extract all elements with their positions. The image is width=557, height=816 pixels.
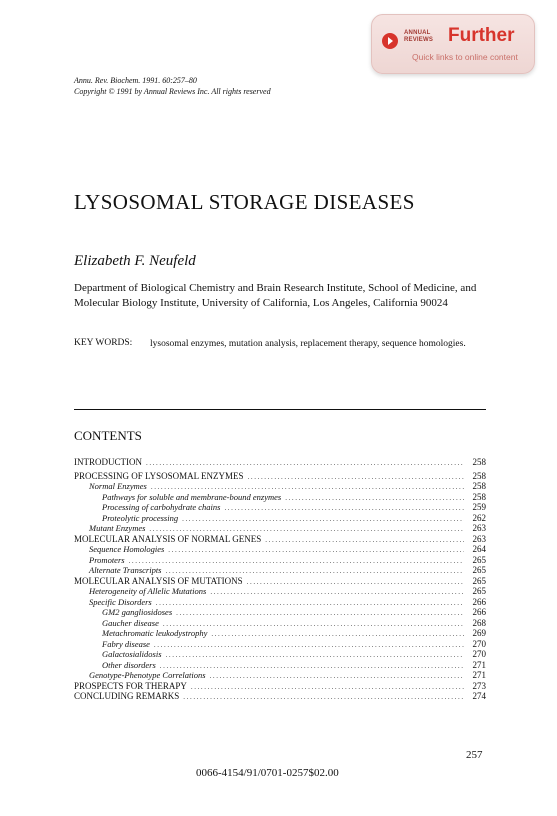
toc-entry-page: 265 [472,554,486,565]
toc-entry-label: Other disorders [102,659,156,670]
toc-entry-label: Alternate Transcripts [89,565,162,575]
toc-entry[interactable] [74,597,486,608]
toc-leader-dots [166,650,464,660]
toc-entry[interactable] [74,492,486,503]
toc-leader-dots [160,661,464,671]
toc-entry-label: Fabry disease [102,638,150,649]
toc-leader-dots [247,577,464,587]
toc-entry-label: Pathways for soluble and membrane-bound enzymes [102,491,282,502]
toc-leader-dots [191,682,464,692]
toc-entry[interactable] [74,544,486,555]
annual-reviews-logo-icon [382,33,398,49]
toc-leader-dots [168,545,464,555]
toc-leader-dots [224,503,464,513]
toc-entry-page: 265 [472,586,486,596]
toc-leader-dots [146,458,464,468]
toc-leader-dots [183,692,464,702]
toc-leader-dots [176,608,464,618]
toc-entry[interactable] [74,618,486,629]
journal-citation: Annu. Rev. Biochem. 1991. 60:257–80 [74,76,197,85]
toc-entry-page: 271 [472,670,486,680]
badge-brand: ANNUAL REVIEWS [404,30,434,43]
toc-entry-label: Processing of carbohydrate chains [102,502,221,512]
toc-entry[interactable] [74,523,486,534]
toc-entry[interactable] [74,681,486,692]
toc-entry[interactable] [74,555,486,566]
toc-entry[interactable] [74,639,486,650]
toc-entry[interactable] [74,576,486,587]
author-affiliation: Department of Biological Chemistry and Brain Research Institute, School of Medicine, and Molecular Biology Institute, University of California, Los Angeles, California 90024 [74,282,477,309]
badge-title: Further [448,25,515,46]
toc-entry-label: Specific Disorders [89,596,152,607]
contents-heading: CONTENTS [74,428,142,443]
toc-leader-dots [163,619,464,629]
toc-leader-dots [210,671,464,681]
toc-entry-page: 270 [472,638,486,649]
page-number: 257 [466,749,483,761]
toc-entry-label: MOLECULAR ANALYSIS OF NORMAL GENES [74,533,262,544]
toc-leader-dots [166,566,465,576]
badge-subtitle: Quick links to online content [412,52,518,62]
toc-entry[interactable] [74,628,486,639]
toc-leader-dots [265,535,464,545]
toc-entry-page: 259 [472,502,486,512]
toc-entry-page: 263 [472,523,486,533]
toc-leader-dots [156,598,464,608]
toc-entry[interactable] [74,502,486,513]
toc-entry-label: Promoters [89,554,125,565]
toc-entry-page: 266 [472,607,486,617]
journal-info [74,75,271,97]
toc-entry-label: PROSPECTS FOR THERAPY [74,680,187,691]
toc-entry-page: 274 [472,691,486,701]
toc-entry-page: 258 [472,470,486,481]
keywords-label: KEY WORDS: [74,338,133,348]
toc-entry-label: Gaucher disease [102,617,159,628]
toc-entry[interactable] [74,513,486,524]
toc-entry-label: Galactosialidosis [102,649,162,659]
toc-entry[interactable] [74,691,486,702]
toc-entry-page: 270 [472,649,486,659]
toc-entry-page: 263 [472,533,486,544]
toc-leader-dots [211,629,464,639]
toc-leader-dots [182,514,464,524]
toc-entry[interactable] [74,481,486,492]
article-code: 0066-4154/91/0701-0257$02.00 [196,767,339,779]
toc-entry-label: PROCESSING OF LYSOSOMAL ENZYMES [74,470,244,481]
toc-entry-label: GM2 gangliosidoses [102,607,173,617]
toc-entry-page: 262 [472,512,486,523]
article-title: LYSOSOMAL STORAGE DISEASES [74,190,415,214]
toc-entry-label: Normal Enzymes [89,481,147,491]
article-author: Elizabeth F. Neufeld [74,253,196,269]
toc-entry[interactable] [74,565,486,576]
toc-entry-label: MOLECULAR ANALYSIS OF MUTATIONS [74,575,243,586]
toc-entry[interactable] [74,649,486,660]
toc-entry-label: Mutant Enzymes [89,523,146,533]
toc-entry-page: 273 [472,680,486,691]
toc-entry-page: 269 [472,628,486,638]
toc-leader-dots [154,640,464,650]
toc-entry-page: 258 [472,481,486,491]
toc-entry-label: INTRODUCTION [74,457,142,467]
toc-leader-dots [210,587,464,597]
toc-leader-dots [285,493,464,503]
journal-copyright: Copyright © 1991 by Annual Reviews Inc. All rights reserved [74,87,271,96]
toc-entry-label: Genotype-Phenotype Correlations [89,670,206,680]
toc-entry[interactable] [74,534,486,545]
toc-entry-page: 271 [472,659,486,670]
toc-entry-label: Heterogeneity of Allelic Mutations [89,586,207,596]
table-of-contents [74,457,486,702]
toc-entry-label: CONCLUDING REMARKS [74,691,180,701]
toc-leader-dots [151,482,464,492]
toc-entry[interactable] [74,471,486,482]
toc-leader-dots [248,472,464,482]
toc-entry-label: Sequence Homologies [89,544,165,554]
toc-entry-page: 258 [472,457,486,467]
toc-leader-dots [129,556,464,566]
toc-entry-page: 264 [472,544,486,554]
toc-entry-page: 265 [472,575,486,586]
annual-reviews-further-badge[interactable] [371,14,535,74]
toc-entry[interactable] [74,586,486,597]
toc-entry-page: 268 [472,617,486,628]
toc-entry-label: Metachromatic leukodystrophy [102,628,208,638]
keywords-text: lysosomal enzymes, mutation analysis, replacement therapy, sequence homologies. [150,339,466,349]
toc-leader-dots [149,524,464,534]
toc-entry-page: 266 [472,596,486,607]
toc-entry[interactable] [74,607,486,618]
toc-entry[interactable] [74,457,486,468]
toc-entry-page: 265 [472,565,486,575]
toc-entry-page: 258 [472,491,486,502]
toc-entry-label: Proteolytic processing [102,512,179,523]
toc-entry[interactable] [74,670,486,681]
toc-entry[interactable] [74,660,486,671]
section-divider [74,409,486,410]
